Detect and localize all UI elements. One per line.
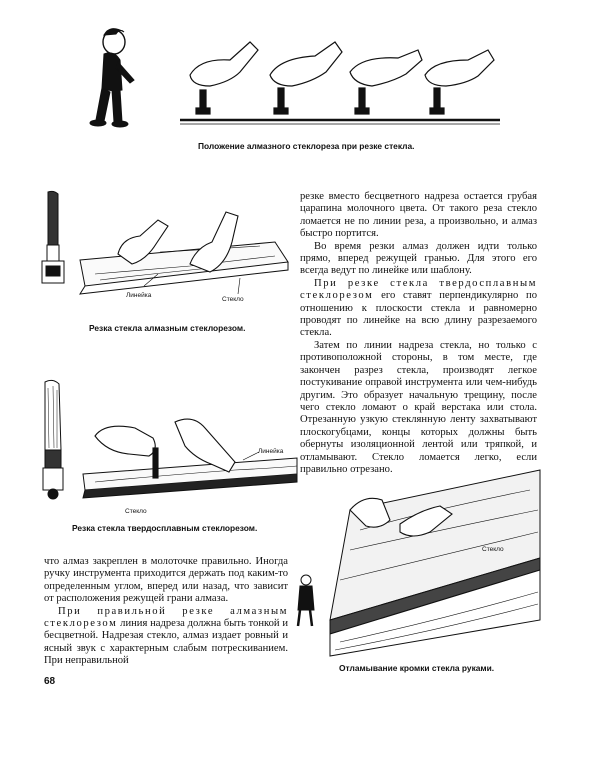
hand-position-4 [425, 50, 494, 114]
paragraph-rest: его ставят перпендикулярно по отношению к плоскости стекла и равномерно проводят по линейке на всю длину разрезаемого стекла. [300, 290, 537, 339]
label-ruler-fig2: Линейка [126, 292, 152, 299]
glass-sheet-fig3 [83, 458, 297, 498]
hard-alloy-cutter-tool [43, 380, 63, 499]
paragraph: что алмаз закреплен в молоточке правильно. Иногда ручку инструмента приходится держать под каким-то определенным углом, вперед или назад, что зависит от расположения режущей грани алмаза. [44, 556, 288, 605]
small-figure [298, 575, 314, 626]
diamond-cutter-tool [42, 191, 64, 283]
spaced-emphasis: При резке стекла твердосплавным стеклорезом [300, 277, 537, 302]
figure-diamond-cutting [40, 190, 290, 310]
caption-lower-left: Резка стекла твердосплавным стеклорезом. [72, 523, 258, 533]
label-glass-fig4: Стекло [482, 546, 504, 553]
left-column-text [44, 556, 288, 668]
paragraph [300, 278, 537, 340]
caption-bottom-right: Отламывание кромки стекла руками. [339, 663, 495, 673]
workbench [330, 470, 540, 656]
right-column-text [300, 191, 537, 476]
spaced-emphasis: При правильной резке алмазным стеклорезом [44, 605, 288, 630]
caption-middle-left: Резка стекла алмазным стеклорезом. [89, 323, 246, 333]
paragraph [44, 606, 288, 668]
page-number: 68 [44, 676, 56, 687]
figure-breaking-edge [290, 470, 550, 660]
label-ruler-fig3: Линейка [258, 448, 284, 455]
glass-board [80, 242, 288, 294]
caption-top: Положение алмазного стеклореза при резке стекла. [198, 141, 415, 151]
hand-position-1 [190, 42, 258, 114]
hand-position-2 [270, 42, 342, 114]
paragraph: Затем по линии надреза стекла, но только с противоположной стороны, в том месте, где закончен разрез стекла, производят легкое постукивание оправой инструмента или чем-нибудь другим. Это образует начальную трещину, после чего стекло ломают о край верстака или стола. Отрезанную узкую стеклянную ленту захватывают плоскогубцами, концы которых должны быть обернуты изоляционной лентой или тряпкой, и отламывают. Стекло ломается легко, если правильно отрезано. [300, 339, 537, 475]
hand-position-3 [350, 50, 422, 114]
label-glass-fig3: Стекло [125, 508, 147, 515]
boy-illustration [90, 29, 134, 127]
paragraph: резке вместо бесцветного надреза остается грубая царапина молочного цвета. От такого реза стекло ломается не по линии реза, а произвольно, и алмаз быстро портится. [300, 191, 537, 240]
label-glass-fig2: Стекло [222, 296, 244, 303]
paragraph: Во время резки алмаз должен идти только прямо, вперед режущей гранью. Для этого его всегда ведут по линейке или шаблону. [300, 240, 537, 277]
figure-diamond-positions [80, 20, 500, 135]
paragraph-rest: линия надреза должна быть тонкой и бесцветной. Надрезая стекло, алмаз издает ровный и ясный звук с характерным слабым потрескиванием. При неправильной [44, 618, 288, 667]
